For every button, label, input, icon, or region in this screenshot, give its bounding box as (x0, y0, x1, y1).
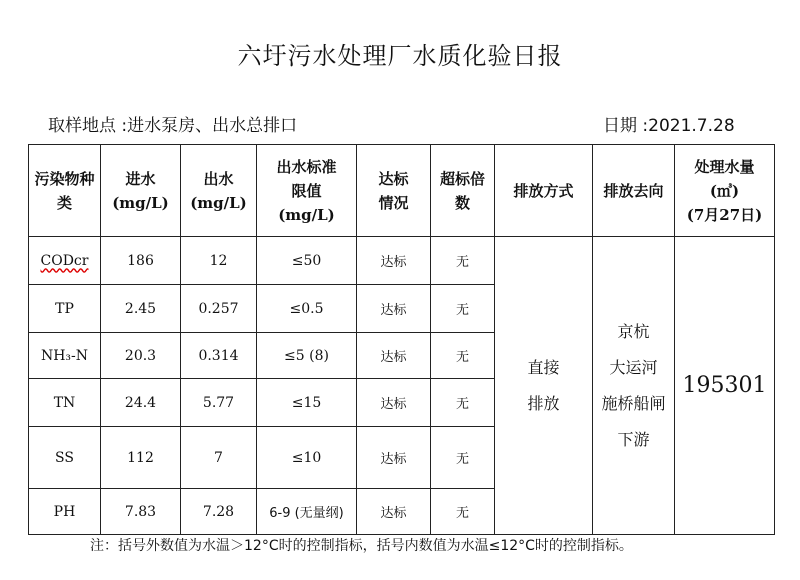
inflow-value: 186 (101, 237, 181, 285)
inflow-value: 24.4 (101, 379, 181, 427)
outflow-value: 7.28 (181, 489, 257, 535)
header-outflow: 出水 (mg/L) (181, 145, 257, 237)
treated-volume: 195301 (675, 237, 775, 535)
outflow-value: 7 (181, 427, 257, 489)
inflow-value: 112 (101, 427, 181, 489)
water-quality-table (28, 144, 775, 535)
pollutant-name: CODcr (29, 237, 101, 285)
exceed-value: 无 (431, 333, 495, 379)
status-value: 达标 (357, 237, 431, 285)
header-method: 排放方式 (495, 145, 593, 237)
pollutant-name: TP (29, 285, 101, 333)
discharge-method: 直接 排放 (495, 237, 593, 535)
outflow-value: 0.314 (181, 333, 257, 379)
sampling-location: 取样地点 :进水泵房、出水总排口 (48, 116, 298, 136)
header-inflow: 进水 (mg/L) (101, 145, 181, 237)
outflow-value: 12 (181, 237, 257, 285)
status-value: 达标 (357, 285, 431, 333)
header-exceed: 超标倍 数 (431, 145, 495, 237)
header-standard: 出水标准 限值 (mg/L) (257, 145, 357, 237)
standard-value: ≤0.5 (257, 285, 357, 333)
report-title: 六圩污水处理厂水质化验日报 (237, 42, 563, 70)
exceed-value: 无 (431, 285, 495, 333)
inflow-value: 2.45 (101, 285, 181, 333)
exceed-value: 无 (431, 379, 495, 427)
standard-value: 6-9 (无量纲) (257, 489, 357, 535)
pollutant-name: PH (29, 489, 101, 535)
status-value: 达标 (357, 489, 431, 535)
exceed-value: 无 (431, 427, 495, 489)
pollutant-name: SS (29, 427, 101, 489)
outflow-value: 0.257 (181, 285, 257, 333)
report-date: 日期 :2021.7.28 (603, 116, 735, 136)
outflow-value: 5.77 (181, 379, 257, 427)
standard-value: ≤10 (257, 427, 357, 489)
header-pollutant: 污染物种类 (29, 145, 101, 237)
table-row (29, 237, 775, 285)
standard-value: ≤5 (8) (257, 333, 357, 379)
status-value: 达标 (357, 427, 431, 489)
pollutant-name: TN (29, 379, 101, 427)
pollutant-name: NH₃-N (29, 333, 101, 379)
inflow-value: 20.3 (101, 333, 181, 379)
footnote: 注：括号外数值为水温＞12°C时的控制指标，括号内数值为水温≤12°C时的控制指标。 (90, 538, 633, 554)
header-status: 达标 情况 (357, 145, 431, 237)
discharge-direction: 京杭 大运河 施桥船闸 下游 (593, 237, 675, 535)
inflow-value: 7.83 (101, 489, 181, 535)
status-value: 达标 (357, 379, 431, 427)
standard-value: ≤15 (257, 379, 357, 427)
status-value: 达标 (357, 333, 431, 379)
header-direction: 排放去向 (593, 145, 675, 237)
exceed-value: 无 (431, 237, 495, 285)
standard-value: ≤50 (257, 237, 357, 285)
header-volume: 处理水量 (㎥) (7月27日) (675, 145, 775, 237)
exceed-value: 无 (431, 489, 495, 535)
header-row (29, 145, 775, 237)
